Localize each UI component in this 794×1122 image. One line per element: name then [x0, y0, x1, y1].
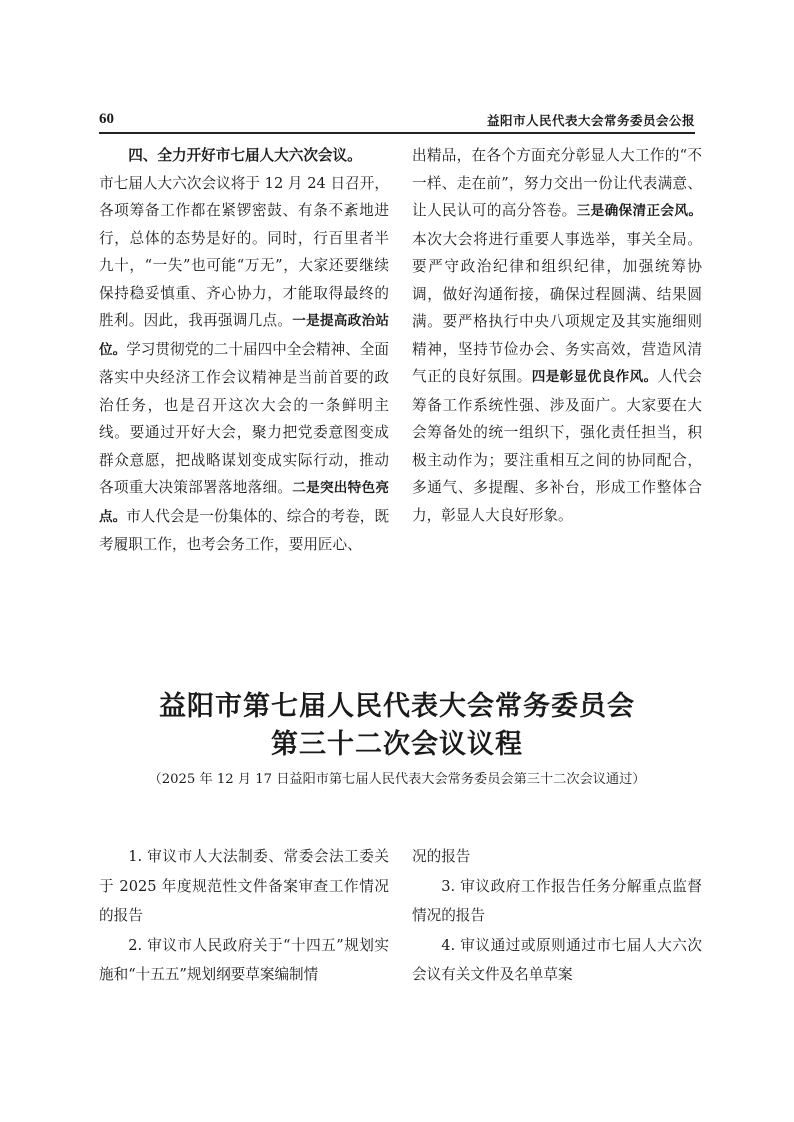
point-3-text: 本次大会将进行重要人事选举，事关全局。要严守政治纪律和组织纪律，加强统筹协调，做好沟通衔接，确保过程圆满、结果圆满。要严格执行中央八项规定及其实施细则精神，坚持节俭办会、务实高效，营造风清气正的良好氛围。	[412, 230, 702, 385]
point-2-text-right: 出精品，在各个方面充分彰显人大工作的“不一样、走在前”，努力交出一份让代表满意、让人民认可的高分答卷。	[412, 147, 702, 219]
agenda-item-4: 4. 审议通过或原则通过市七届人大六次会议有关文件及名单草案	[412, 936, 702, 983]
section-heading: 四、全力开好市七届人大六次会议。	[128, 147, 362, 164]
agenda-item-3: 3. 审议政府工作报告任务分解重点监督情况的报告	[412, 877, 702, 924]
agenda-item-1: 1. 审议市人大法制委、常委会法工委关于 2025 年度规范性文件备案审查工作情况的报告	[99, 848, 389, 924]
agenda-item-2-continued: 况的报告	[412, 848, 471, 865]
agenda-subtitle: （2025 年 12 月 17 日益阳市第七届人民代表大会常务委员会第三十二次会议通过）	[148, 772, 646, 787]
paragraph-2	[412, 142, 702, 529]
point-1-text: 学习贯彻党的二十届四中全会精神、全面落实中央经济工作会议精神是当前首要的政治任务，也是召开这次大会的一条鲜明主线。要通过开好大会，聚力把党委意图变成群众意愿，把战略谋划变成实际行动，推动各项重大决策部署落地落细。	[99, 340, 389, 496]
body-column-left	[99, 142, 389, 559]
point-2-title: 二是突出特色亮点。	[99, 480, 389, 525]
point-2-text-left: 市人代会是一份集体的、综合的考卷，既考履职工作，也考会务工作，要用匠心、	[99, 507, 389, 553]
paragraph-1	[99, 170, 389, 559]
agenda-column-right	[412, 842, 702, 990]
page-number: 60	[99, 111, 114, 127]
agenda-title	[99, 688, 695, 764]
journal-title: 益阳市人民代表大会常务委员会公报	[486, 113, 695, 128]
point-4-text: 人代会筹备工作系统性强、涉及面广。大家要在大会筹备处的统一组织下，强化责任担当，积极主动作为；要注重相互之间的协同配合，多通气、多提醒、多补台，形成工作整体合力，彰显人大良好形象。	[412, 368, 702, 524]
point-4-title: 四是彰显优良作风。	[531, 369, 658, 385]
paragraph-1-text: 市七届人大六次会议将于 12 月 24 日召开，各项筹备工作都在紧锣密鼓、有条不紊地进行，总体的态势是好的。同时，行百里者半九十，“一失”也可能“万无”，大家还要继续保持稳妥慎重、齐心协力，才能取得最终的胜利。因此，我再强调几点。	[99, 174, 389, 329]
agenda-title-line-1: 益阳市第七届人民代表大会常务委员会	[159, 691, 635, 722]
point-1-title: 一是提高政治站位。	[99, 313, 389, 358]
agenda-item-2: 2. 审议市人民政府关于“十四五”规划实施和“十五五”规划纲要草案编制情	[99, 936, 389, 983]
body-column-right	[412, 142, 702, 529]
agenda-column-left	[99, 842, 389, 990]
point-3-title: 三是确保清正会风。	[576, 203, 702, 219]
page-header	[99, 108, 695, 134]
agenda-title-line-2: 第三十二次会议议程	[271, 729, 523, 760]
